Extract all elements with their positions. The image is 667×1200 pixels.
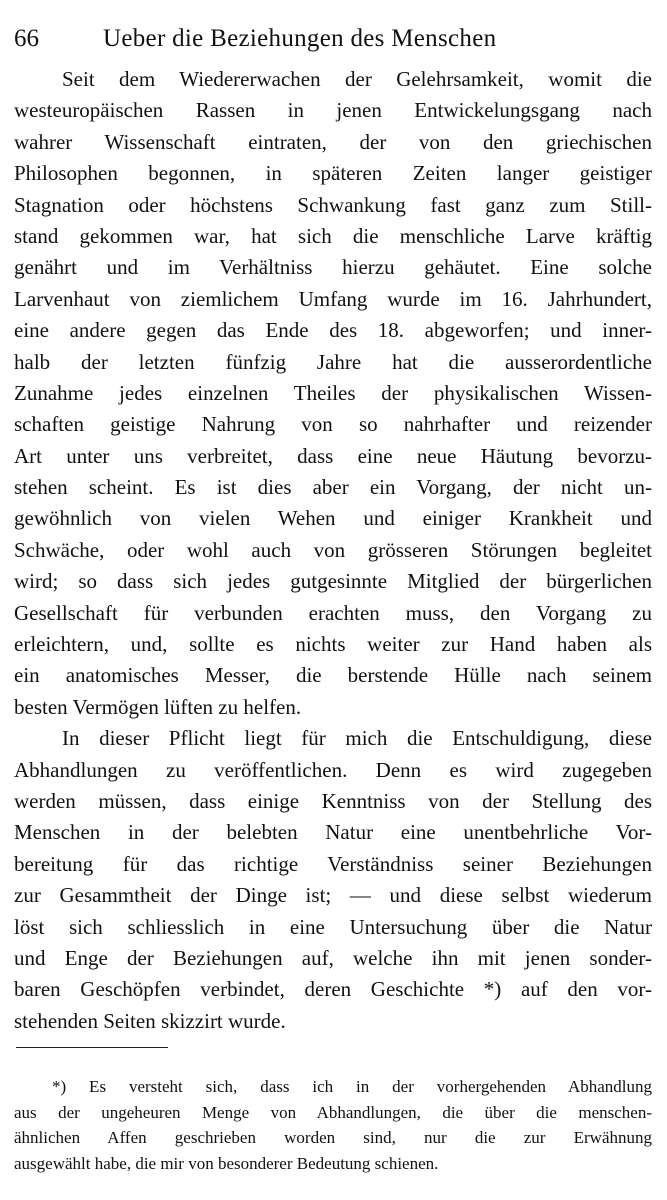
text-line: werden müssen, dass einige Kenntniss von der Stellung des [14, 788, 652, 813]
footnote-line: ausgewählt habe, die mir von besonderer Bedeutung schienen. [14, 1153, 439, 1173]
text-line: Menschen in der belebten Natur eine unentbehrliche Vor- [14, 820, 652, 845]
footnote-divider [16, 1047, 168, 1048]
footnote-line: aus der ungeheuren Menge von Abhandlungen, die über die menschen- [14, 1102, 652, 1122]
text-line: Philosophen begonnen, in späteren Zeiten langer geistiger [14, 161, 652, 186]
footnote [14, 1074, 652, 1176]
text-line: Schwäche, oder wohl auch von grösseren Störungen begleitet [14, 537, 652, 562]
text-line: zur Gesammtheit der Dinge ist; — und diese selbst wiederum [14, 883, 652, 908]
text-line: stand gekommen war, hat sich die menschliche Larve kräftig [14, 223, 652, 248]
text-line: Art unter uns verbreitet, dass eine neue Häutung bevorzu- [14, 443, 652, 468]
text-line: gewöhnlich von vielen Wehen und einiger Krankheit und [14, 506, 652, 531]
text-line: und Enge der Beziehungen auf, welche ihn mit jenen sonder- [14, 945, 652, 970]
text-line: stehen scheint. Es ist dies aber ein Vorgang, der nicht un- [14, 475, 652, 500]
text-line: löst sich schliesslich in eine Untersuchung über die Natur [14, 914, 652, 939]
text-line: wahrer Wissenschaft eintraten, der von den griechischen [14, 129, 652, 154]
text-line: ein anatomisches Messer, die berstende Hülle nach seinem [14, 663, 652, 688]
text-line: wird; so dass sich jedes gutgesinnte Mitglied der bürgerlichen [14, 569, 652, 594]
text-line: stehenden Seiten skizzirt wurde. [14, 1008, 286, 1033]
text-line: besten Vermögen lüften zu helfen. [14, 694, 302, 719]
text-line: baren Geschöpfen verbindet, deren Geschichte *) auf den vor- [14, 977, 652, 1002]
text-line: Zunahme jedes einzelnen Theiles der physikalischen Wissen- [14, 380, 652, 405]
text-line: erleichtern, und, sollte es nichts weiter zur Hand haben als [14, 632, 652, 657]
text-line: westeuropäischen Rassen in jenen Entwickelungsgang nach [14, 98, 652, 123]
footnote-line: *) Es versteht sich, dass ich in der vorhergehenden Abhandlung [52, 1077, 652, 1096]
text-line: Stagnation oder höchstens Schwankung fast ganz zum Still- [14, 192, 652, 217]
text-line: Abhandlungen zu veröffentlichen. Denn es wird zugegeben [14, 757, 652, 782]
page-number: 66 [14, 25, 39, 52]
text-line: genährt und im Verhältniss hierzu gehäutet. Eine solche [14, 255, 652, 280]
footnote-line: ähnlichen Affen geschrieben worden sind, nur die zur Erwähnung [14, 1128, 652, 1147]
text-line: Gesellschaft für verbunden erachten muss, den Vorgang zu [14, 600, 652, 625]
text-line: In dieser Pflicht liegt für mich die Entschuldigung, diese [62, 726, 652, 751]
text-line: halb der letzten fünfzig Jahre hat die ausserordentliche [14, 349, 652, 374]
running-title: Ueber die Beziehungen des Menschen [103, 25, 497, 52]
text-line: Larvenhaut von ziemlichem Umfang wurde im 16. Jahrhundert, [14, 286, 652, 311]
text-line: bereitung für das richtige Verständniss seiner Beziehungen [14, 851, 652, 876]
main-text [14, 64, 652, 1037]
text-line: Seit dem Wiedererwachen der Gelehrsamkeit, womit die [62, 67, 652, 91]
running-header [14, 22, 654, 56]
text-line: eine andere gegen das Ende des 18. abgeworfen; und inner- [14, 318, 652, 343]
text-line: schaften geistige Nahrung von so nahrhafter und reizender [14, 412, 652, 437]
